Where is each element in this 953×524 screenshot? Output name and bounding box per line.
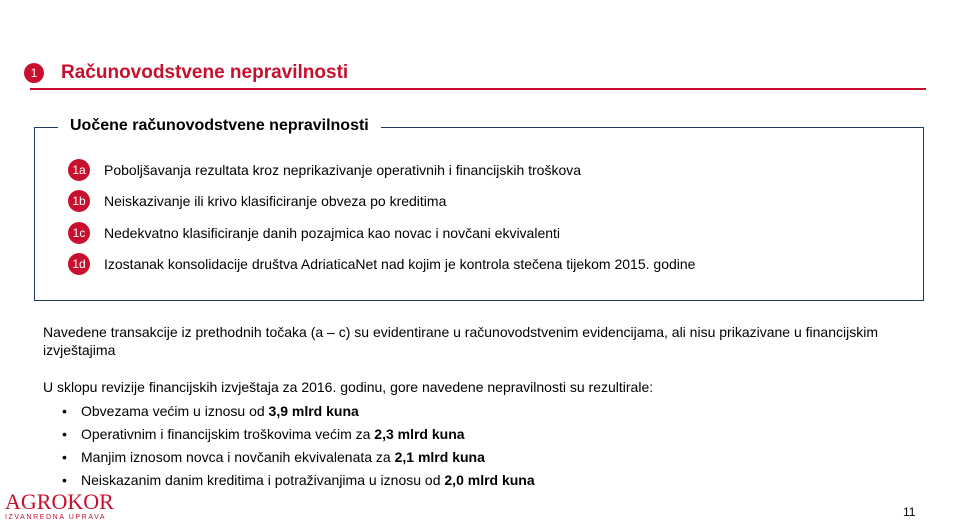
bullet-amount: 2,1 mlrd kuna bbox=[394, 449, 485, 465]
item-text: Neiskazivanje ili krivo klasificiranje obveza po kreditima bbox=[104, 193, 447, 209]
irregularity-item-1c bbox=[68, 222, 561, 244]
list-item bbox=[62, 471, 535, 494]
agrokor-logo bbox=[5, 490, 114, 521]
audit-paragraph: U sklopu revizije financijskih izvještaja za 2016. godinu, gore navedene nepravilnosti su rezultirale: bbox=[43, 379, 654, 395]
page-title: Računovodstvene nepravilnosti bbox=[61, 62, 349, 83]
page-number: 11 bbox=[903, 505, 916, 519]
title-divider bbox=[30, 88, 926, 90]
item-badge: 1c bbox=[68, 222, 90, 244]
logo-subtext: IZVANREDNA UPRAVA bbox=[5, 514, 107, 521]
item-text: Poboljšavanja rezultata kroz neprikazivanje operativnih i financijskih troškova bbox=[104, 162, 582, 178]
bullet-text: Neiskazanim danim kreditima i potraživanjima u iznosu od bbox=[81, 472, 445, 488]
list-item bbox=[62, 425, 535, 448]
list-item bbox=[62, 448, 535, 471]
irregularity-item-1a bbox=[68, 159, 582, 181]
item-badge: 1a bbox=[68, 159, 90, 181]
item-badge: 1b bbox=[68, 190, 90, 212]
item-text: Nedekvatno klasificiranje danih pozajmica kao novac i novčani ekvivalenti bbox=[104, 225, 561, 241]
bullet-amount: 2,0 mlrd kuna bbox=[444, 472, 535, 488]
title-row bbox=[24, 60, 348, 86]
bullet: • bbox=[62, 449, 67, 465]
results-list bbox=[62, 402, 535, 494]
bullet-text: Manjim iznosom novca i novčanih ekvivalenata za bbox=[81, 449, 395, 465]
transactions-paragraph: Navedene transakcije iz prethodnih točaka (a – c) su evidentirane u računovodstvenim evidencijama, ali nisu prikazivane u financijskim izvještajima bbox=[43, 324, 878, 358]
item-badge: 1d bbox=[68, 253, 90, 275]
section-number-badge: 1 bbox=[24, 63, 44, 83]
bullet: • bbox=[62, 472, 67, 488]
irregularity-item-1d bbox=[68, 253, 696, 275]
bullet-amount: 3,9 mlrd kuna bbox=[268, 403, 359, 419]
bullet-text: Operativnim i financijskim troškovima većim za bbox=[81, 426, 375, 442]
bullet-amount: 2,3 mlrd kuna bbox=[374, 426, 465, 442]
bullet-text: Obvezama većim u iznosu od bbox=[81, 403, 269, 419]
irregularity-item-1b bbox=[68, 190, 447, 212]
box-heading: Uočene računovodstvene nepravilnosti bbox=[58, 116, 381, 136]
list-item bbox=[62, 402, 535, 425]
bullet: • bbox=[62, 426, 67, 442]
item-text: Izostanak konsolidacije društva AdriaticaNet nad kojim je kontrola stečena tijekom 2015. godine bbox=[104, 256, 696, 272]
logo-text: AGROKOR bbox=[5, 489, 114, 514]
irregularities-box bbox=[34, 127, 924, 301]
bullet: • bbox=[62, 403, 67, 419]
